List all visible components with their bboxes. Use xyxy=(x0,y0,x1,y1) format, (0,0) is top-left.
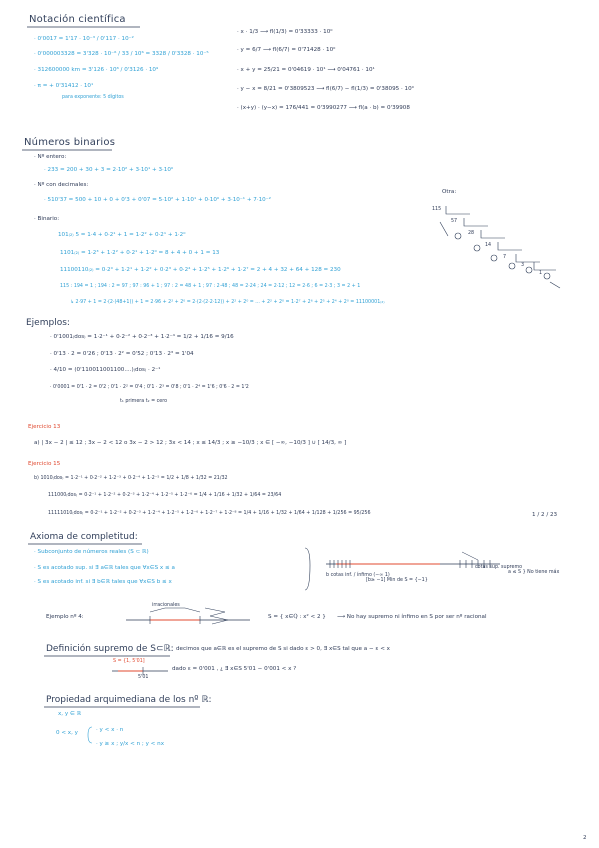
sci-line-1: · 0'0017 = 1'17 · 10⁻³ / 0'117 · 10⁻² xyxy=(34,36,134,42)
otra-57: 57 xyxy=(451,219,458,224)
prop-ineq: 0 < x, y xyxy=(56,730,78,736)
otra-14: 14 xyxy=(485,243,492,248)
sci-right-4: · y − x = 8/21 = 0'3809523 ⟶ fl(6/7) − fl(1/3) = 0'38095 · 10⁰ xyxy=(237,86,414,92)
bin-b3: 11100110₍₂₎ = 0·2⁰ + 1·2¹ + 1·2² + 0·2³ + 0·2⁴ + 1·2⁵ + 1·2⁶ + 1·2⁷ = 2 + 4 + 32 + 64 + 128 = 230 xyxy=(60,267,341,273)
irracionales-label: irracionales xyxy=(152,603,180,608)
ejercicio-13-label: Ejercicio 13 xyxy=(28,424,61,430)
ejercicio-13-line: a) | 3x − 2 | ≤ 12 ; 3x − 2 < 12 o 3x − 2 > 12 ; 3x < 14 ; x ≤ 14/3 ; x ≥ −10/3 ; x ∈ [ −∞, −10/3 ] ∪ [ 14/3, ∞ ] xyxy=(34,440,347,446)
point-501: 5'01 xyxy=(138,675,149,680)
prop-case-1: · y < x · n xyxy=(96,727,124,733)
diag-nomax-label: a ≤ S } No tiene máx xyxy=(508,570,560,575)
prop-brace xyxy=(88,727,92,743)
sci-line-4: · π = + 0'31412 · 10¹ xyxy=(34,83,94,89)
bin-dec-label: · Nº con decimales: xyxy=(34,182,89,188)
ejemplo-3: · 4/10 = (0'110011001100....)₍dos₎ · 2⁻¹ xyxy=(50,367,161,373)
page-date: 1 / 2 / 23 xyxy=(532,512,558,518)
section-title-axioma: Axioma de completitud: xyxy=(30,532,138,542)
otra-28: 28 xyxy=(468,231,475,236)
dado-epsilon: dado ε = 0'001 , ¿ ∃ x∈S 5'01 − 0'001 < x ? xyxy=(172,666,297,672)
bin-dec: · 510'37 = 500 + 10 + 0 + 0'3 + 0'07 = 5·10² + 1·10¹ + 0·10⁰ + 3·10⁻¹ + 7·10⁻² xyxy=(44,197,271,203)
sci-line-2: · 0'000003328 = 3'328 · 10⁻⁶ / 33 / 10⁶ = 3328 / 0'3328 · 10⁻⁵ xyxy=(34,51,209,57)
prop-arquimediana-title: Propiedad arquimediana de los nº ℝ: xyxy=(46,695,212,705)
sci-right-2: · y = 6/7 ⟶ fl(6/7) = 0'71428 · 10⁰ xyxy=(237,47,336,53)
ejemplo-4-label: Ejemplo nº 4: xyxy=(46,614,84,620)
otra-3: 3 xyxy=(521,263,525,268)
axioma-l1: · Subconjunto de números reales (S ⊂ ℝ) xyxy=(34,549,149,555)
bin-entero: · 233 = 200 + 30 + 3 = 2·10² + 3·10¹ + 3·10⁰ xyxy=(44,167,174,173)
bin-binario-label: · Binario: xyxy=(34,216,60,222)
sci-right-3: · x + y = 25/21 = 0'04619 · 10¹ ⟶ 0'04761 · 10¹ xyxy=(237,67,375,73)
sci-line-3: · 312600000 km = 3'126 · 10⁸ / 0'3126 · 10⁹ xyxy=(34,67,159,73)
bin-b1: 101₍₂₎ 5 = 1·4 + 0·2¹ + 1 = 1·2² + 0·2¹ + 1·2⁰ xyxy=(58,232,186,238)
bin-b4: 115 : 194 = 1 ; 194 : 2 = 97 ; 97 : 96 + 1 ; 97 : 2 = 48 + 1 ; 97 : 2·48 ; 48 = 2·24 ; 24 = 2·12 ; 12 = 2·6 ; 6 = 2·3 ; 3 = 2 + 1 xyxy=(60,284,361,289)
bin-b5: ↳ 2·97 + 1 = 2·(2·(48+1)) + 1 = 2·96 + 2² + 2⁰ = 2·(2·(2·2·12)) + 2² + 2⁰ = ... + 2² + 2⁰ = 1·2⁷ + 2⁶ + 2⁵ + 2⁴ + 2⁰ = 11100001₍₂₎ xyxy=(70,300,385,305)
bin-b2: 1101₍₂₎ = 1·2³ + 1·2² + 0·2¹ + 1·2⁰ = 8 + 4 + 0 + 1 = 13 xyxy=(60,250,220,256)
ejercicio-15-l2: 111000₍dos₎ = 0·2⁻¹ + 1·2⁻² + 0·2⁻³ + 1·2⁻⁴ + 1·2⁻⁵ + 1·2⁻⁶ = 1/4 + 1/16 + 1/32 + 1/64 = 23/64 xyxy=(48,493,282,498)
division-ladder xyxy=(440,206,560,288)
def-supremo-title: Definición supremo de S⊂ℝ: xyxy=(46,644,174,654)
def-supremo-text: decimos que a∈ℝ es el supremo de S si dado ε > 0, ∃ x∈S tal que a − ε < x xyxy=(176,646,390,652)
ejercicio-15-label: Ejercicio 15 xyxy=(28,461,61,467)
prop-case-2: · y ≥ x ; y/x < n ; y < nx xyxy=(96,741,165,747)
page-number: 2 xyxy=(583,835,587,841)
no-supremo-note: ⟶ No hay supremo ni ínfimo en S por ser nº racional xyxy=(337,614,487,620)
axioma-l2: · S es acotado sup. si ∃ a∈ℝ tales que ∀x∈S x ≤ a xyxy=(34,565,175,571)
otra-label: Otra: xyxy=(442,189,457,195)
sci-right-1: · x · 1/3 ⟶ fl(1/3) = 0'33333 · 10⁰ xyxy=(237,29,333,35)
ejemplo-2: · 0'13 · 2 = 0'26 ; 0'13 · 2² = 0'52 ; 0'13 · 2³ = 1'04 xyxy=(50,351,194,357)
section-title-ejemplos: Ejemplos: xyxy=(26,318,70,328)
supremo-number-line xyxy=(112,667,168,675)
diag-a-label: cotas sup. supremo xyxy=(475,565,523,570)
bin-entero-label: · Nº entero: xyxy=(34,154,67,160)
section-title-binarios: Números binarios xyxy=(24,137,116,148)
ejemplo-4: · 0'0001 = 0'1 · 2 = 0'2 ; 0'1 · 2² = 0'4 ; 0'1 · 2³ = 0'8 ; 0'1 · 2⁴ = 1'6 ; 0'6 · 2 = 1'2 xyxy=(50,385,249,390)
ejemplo-1: · 0'1001₍dos₎ = 1·2⁻¹ + 0·2⁻² + 0·2⁻³ + 1·2⁻⁴ = 1/2 + 1/16 = 9/16 xyxy=(50,334,234,340)
diag-b-label: b cotas inf. / ínfimo (−∞ 1) xyxy=(326,573,390,578)
otra-115: 115 xyxy=(432,207,442,212)
otra-7: 7 xyxy=(503,255,507,260)
prop-xy: x, y ∈ ℝ xyxy=(58,711,82,717)
axioma-brace xyxy=(305,548,310,590)
diag-min-label: [b≥ −1] Min de S = {−1} xyxy=(366,578,428,583)
ejercicio-15-l3: 11111010₍dos₎ = 0·2⁻¹ + 1·2⁻² + 0·2⁻³ + 1·2⁻⁴ + 1·2⁻⁵ + 1·2⁻⁶ + 1·2⁻⁷ + 1·2⁻⁸ = 1/4 + 1/16 + 1/32 + 1/64 + 1/128 + 1/256 = 95/256 xyxy=(48,511,371,516)
sci-right-5: · (x+y) · (y−x) = 176/441 = 0'3990277 ⟶ fl(a · b) = 0'39908 xyxy=(237,105,410,111)
axioma-number-line xyxy=(326,552,500,568)
ejemplo4-number-line xyxy=(126,608,250,624)
ejercicio-15-l1: b) 1010₍dos₎ = 1·2⁻¹ + 0·2⁻² + 1·2⁻³ + 0·2⁻⁴ + 1·2⁻⁵ = 1/2 + 1/8 + 1/32 = 21/32 xyxy=(34,476,228,481)
axioma-l3: · S es acotado inf. si ∃ b∈ℝ tales que ∀x∈S b ≤ x xyxy=(34,579,172,585)
sci-note: para exponente: 5 dígitos xyxy=(62,95,124,100)
section-title-sci: Notación científica xyxy=(29,14,126,25)
ejemplo-4-notes: t₁ primera t₂ = cero xyxy=(120,399,168,404)
s-set-label: S = {1, 5'01] xyxy=(113,659,145,664)
otra-1: 1 xyxy=(539,271,543,276)
set-definition: S = { x∈ℚ : x² < 2 } xyxy=(268,614,326,620)
